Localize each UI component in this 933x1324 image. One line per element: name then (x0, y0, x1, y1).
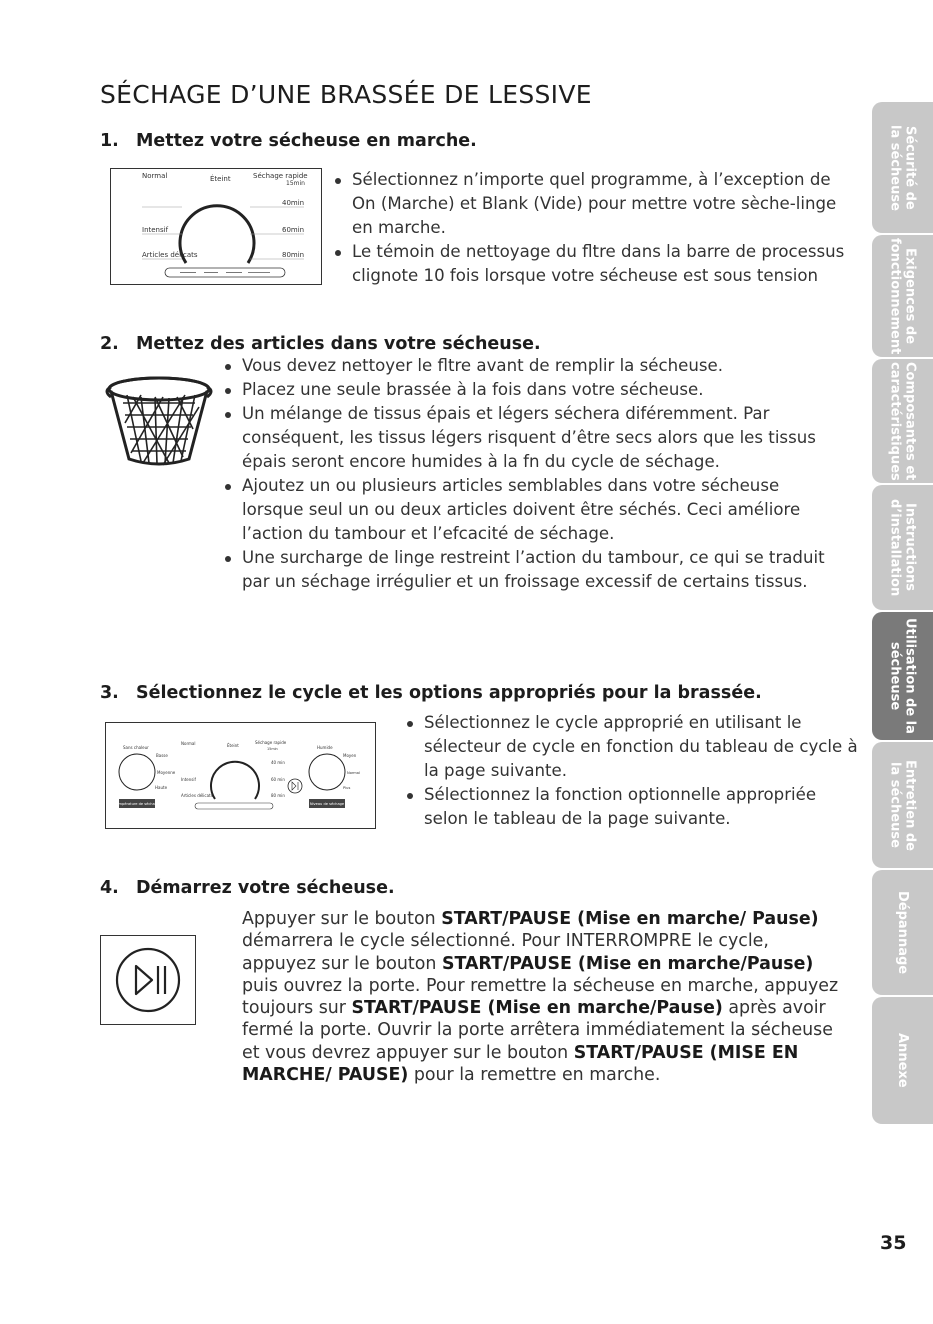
dial-label-intensif: Intensif (142, 226, 169, 234)
dial-label-40min: 40 min (271, 760, 285, 765)
section-tab-label: Instructions d’installation (887, 498, 918, 597)
section-tab-label: Dépannage (895, 890, 910, 975)
laundry-basket-icon (103, 373, 215, 469)
dial-label-40min: 40min (282, 199, 305, 207)
niveau-label: Niveau de séchage (309, 802, 345, 806)
paragraph-text: Appuyer sur le bouton (242, 909, 442, 929)
emphasis-text: START/PAUSE (Mise en marche/Pause) (441, 953, 814, 974)
dial-label-moyen: Moyen (343, 753, 357, 758)
bullet-item: Sélectionnez n’importe quel programme, à l’exception de On (Marche) et Blank (Vide) pour mettre votre sèche-linge en marche. (332, 168, 857, 240)
step-2-heading (100, 334, 541, 354)
section-tab[interactable] (872, 235, 933, 357)
section-tab[interactable] (872, 870, 933, 995)
step-number: 2. (100, 334, 119, 354)
step-1-heading (100, 131, 477, 151)
dial-label-basse: Basse (156, 753, 168, 758)
dial-label-sechage-rapide: Séchage rapide (253, 172, 308, 180)
dial-label-sans-chaleur: Sans chaleur (123, 745, 149, 750)
dial-label-articles: Articles délicats (142, 251, 198, 259)
dial-label-15min: 15min (286, 180, 305, 187)
dial-label-articles: Articles délicats (181, 793, 213, 798)
step-4-heading (100, 878, 395, 898)
bullet-item: Sélectionnez la fonction optionnelle appropriée selon le tableau de la page suivante. (404, 783, 859, 831)
paragraph-text: pour la remettre en marche. (408, 1065, 661, 1086)
step-number: 4. (100, 878, 119, 898)
dial-label-eteint: Éteint (227, 743, 239, 748)
dial-label-plus: Plus (343, 786, 351, 790)
page-number: 35 (880, 1232, 907, 1254)
bullet-item: Le témoin de nettoyage du fltre dans la barre de processus clignote 10 fois lorsque votre sécheuse est sous tension (332, 240, 857, 288)
step-title: Mettez votre sécheuse en marche. (136, 131, 477, 151)
section-tab[interactable] (872, 102, 933, 233)
emphasis-text: START/PAUSE (Mise en marche/Pause) (351, 998, 723, 1019)
step-number: 3. (100, 683, 119, 703)
step-4-paragraph (242, 908, 842, 1086)
step-2-bullets (222, 354, 844, 594)
temperature-label: Température de séchage (114, 802, 160, 806)
section-tab-label: Annexe (895, 1033, 910, 1088)
section-tab[interactable] (872, 485, 933, 610)
dial-label-80min: 80min (282, 251, 305, 259)
section-tab-label: Utilisation de la sécheuse (887, 618, 918, 734)
bullet-item: Placez une seule brassée à la fois dans votre sécheuse. (222, 378, 844, 402)
step-number: 1. (100, 131, 119, 151)
dial-label-intensif: Intensif (181, 777, 196, 782)
paragraph-text: après avoir fermé la porte. Ouvrir la porte arrêtera immédiatement la sécheuse et vous devrez appuyer sur le bouton (242, 998, 833, 1063)
section-tab[interactable] (872, 997, 933, 1124)
paragraph-text: démarrera le cycle sélectionné. Pour INTERROMPRE le cycle, appuyez sur le bouton (242, 931, 769, 974)
bullet-item: Ajoutez un ou plusieurs articles semblables dans votre sécheuse lorsque seul un ou deux articles doivent être séchés. Ceci améliore l’action du tambour et l’efcacité de séchage. (222, 474, 844, 546)
step-3-heading (100, 683, 762, 703)
step-title: Sélectionnez le cycle et les options appropriés pour la brassée. (136, 683, 762, 703)
section-tab[interactable] (872, 742, 933, 868)
section-tab-label: Entretien de la sécheuse (887, 759, 918, 851)
dial-label-moyenne: Moyenne (157, 770, 176, 775)
emphasis-text: START/PAUSE (MISE EN MARCHE/ PAUSE) (242, 1042, 799, 1086)
dial-label-80min: 80 min (271, 793, 285, 798)
dial-label-60min: 60min (282, 226, 305, 234)
paragraph-text: puis ouvrez la porte. Pour remettre la sécheuse en marche, appuyez toujours sur (242, 975, 839, 1019)
step-title: Mettez des articles dans votre sécheuse. (136, 334, 541, 354)
dial-label-normal: Normal (142, 172, 168, 180)
dial-label-normal: Normal (181, 741, 196, 746)
start-pause-button-figure (100, 935, 196, 1025)
dial-label-eteint: Éteint (210, 175, 231, 183)
step-title: Démarrez votre sécheuse. (136, 878, 395, 898)
page-title: SÉCHAGE D’UNE BRASSÉE DE LESSIVE (100, 80, 592, 109)
dial-label-sechage-rapide: Séchage rapide (255, 740, 287, 745)
section-tab-label: Sécurité de la sécheuse (887, 124, 918, 211)
bullet-item: Vous devez nettoyer le fltre avant de remplir la sécheuse. (222, 354, 844, 378)
section-tab-label: Composantes et caractéristiques (887, 361, 918, 481)
emphasis-text: START/PAUSE (Mise en marche/ Pause) (441, 909, 819, 929)
step-3-bullets (404, 711, 859, 831)
dial-label-haute: Haute (155, 785, 168, 790)
section-tab-label: Exigences de fonctionnement (887, 237, 918, 355)
control-dial-figure (110, 168, 322, 285)
dial-label-normal-level: Normal (347, 771, 361, 775)
bullet-item: Sélectionnez le cycle approprié en utilisant le sélecteur de cycle en fonction du tableau de cycle à la page suivante. (404, 711, 859, 783)
dial-label-15min: 15min (267, 747, 278, 751)
bullet-item: Un mélange de tissus épais et légers séchera diféremment. Par conséquent, les tissus légers risquent d’être secs alors que les tissus épais seront encore humides à la fn du cycle de séchage. (222, 402, 844, 474)
dial-label-60min: 60 min (271, 777, 285, 782)
section-tab[interactable] (872, 359, 933, 483)
step-1-bullets (332, 168, 857, 288)
bullet-item: Une surcharge de linge restreint l’action du tambour, ce qui se traduit par un séchage irrégulier et un froissage excessif de certains tissus. (222, 546, 844, 594)
section-tab[interactable] (872, 612, 933, 740)
dial-label-humide: Humide (317, 745, 333, 750)
control-panel-figure (105, 722, 376, 829)
